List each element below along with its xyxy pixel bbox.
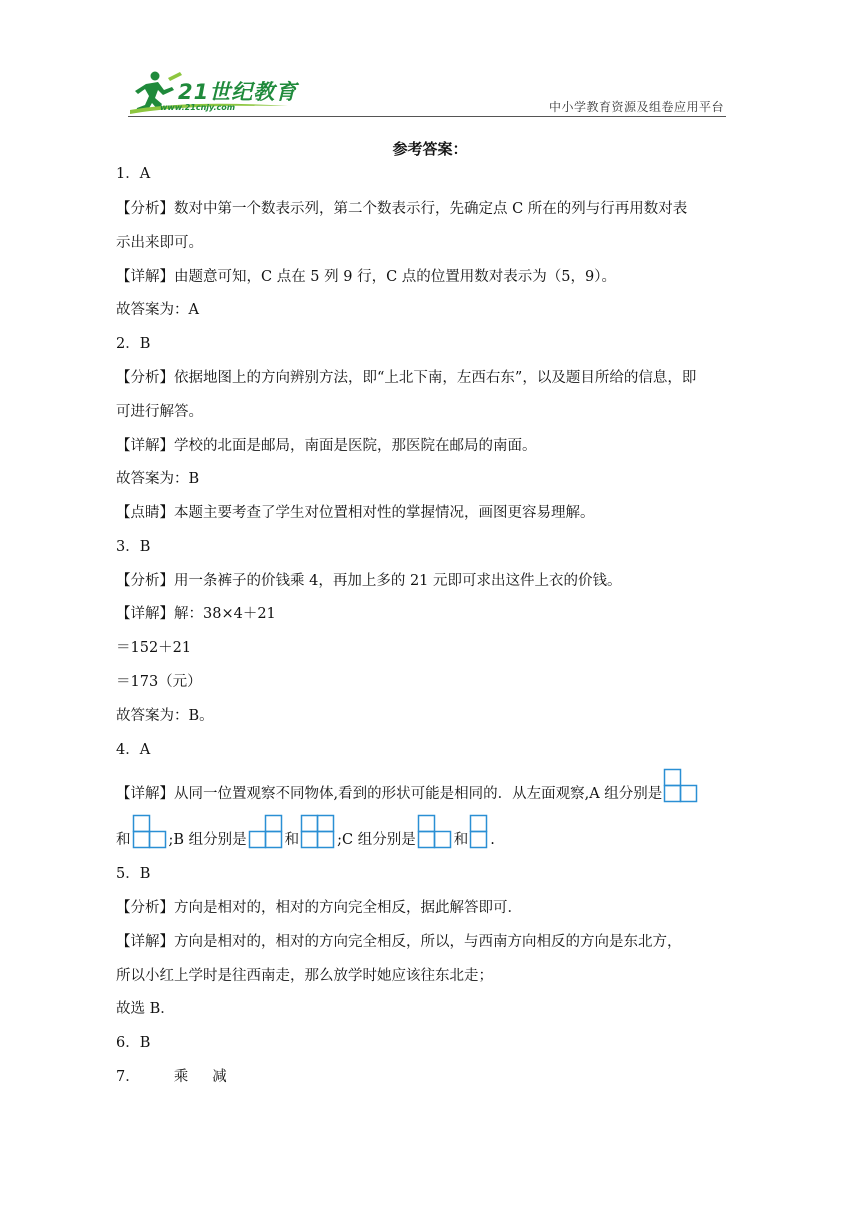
and-text-3: 和 (453, 832, 469, 848)
page-title: 参考答案： (392, 140, 468, 158)
conclusion-5: 故选 B． (116, 1001, 175, 1017)
answer-7-blank-2: 减 (212, 1069, 227, 1085)
logo-title: 21世纪教育 (178, 80, 298, 104)
end-period: . (490, 832, 495, 848)
detail-4-text: 【详解】从同一位置观察不同物体,看到的形状可能是相同的．从左面观察,A 组分别是 (116, 786, 663, 802)
answer-2: 2．B (116, 336, 151, 352)
detail-5-cont: 所以小红上学时是往西南走，那么放学时她应该往东北走； (116, 968, 493, 984)
conclusion-2: 故答案为：B (116, 471, 200, 487)
detail-5: 【详解】方向是相对的，相对的方向完全相反，所以，与西南方向相反的方向是东北方， (116, 934, 682, 950)
analysis-5: 【分析】方向是相对的，相对的方向完全相反，据此解答即可． (116, 900, 522, 916)
detail-3: 【详解】解：38×4＋21 (116, 606, 276, 622)
page-header (128, 70, 726, 118)
answer-7-blank-1: 乘 (173, 1069, 189, 1085)
analysis-2: 【分析】依据地图上的方向辨别方法，即“上北下南，左西右东”，以及题目所给的信息，即 (116, 370, 697, 386)
detail-4-line1 (116, 768, 700, 804)
shape-a1-figure (663, 768, 699, 804)
logo-url: www.21cnjy.com (160, 103, 236, 112)
answer-5: 5．B (116, 866, 151, 882)
shape-c2-figure (469, 814, 489, 850)
answer-1: 1．A (116, 166, 151, 182)
step-3-2: ＝173（元） (116, 674, 202, 690)
detail-1: 【详解】由题意可知，C 点在 5 列 9 行，C 点的位置用数对表示为（5，9）。 (116, 269, 616, 285)
detail-4-line2 (116, 814, 495, 850)
header-divider (128, 116, 726, 117)
answer-7-number: 7． (116, 1069, 140, 1085)
analysis-3: 【分析】用一条裤子的价钱乘 4，再加上多的 21 元即可求出这件上衣的价钱。 (116, 573, 622, 589)
shape-c1-figure (417, 814, 453, 850)
analysis-1: 【分析】数对中第一个数表示列，第二个数表示行，先确定点 C 所在的列与行再用数对表 (116, 201, 688, 217)
comment-2: 【点睛】本题主要考查了学生对位置相对性的掌握情况，画图更容易理解。 (116, 505, 595, 521)
answer-7 (116, 1067, 227, 1087)
and-text-1: 和 (116, 832, 131, 848)
answer-4: 4．A (116, 742, 151, 758)
answer-6: 6．B (116, 1035, 151, 1051)
detail-2: 【详解】学校的北面是邮局，南面是医院，那医院在邮局的南面。 (116, 438, 537, 454)
b-group-text: ;B 组分别是 (168, 832, 247, 848)
analysis-1-cont: 示出来即可。 (116, 235, 203, 251)
platform-name: 中小学教育资源及组卷应用平台 (548, 100, 724, 114)
shape-b2-figure (300, 814, 336, 850)
shape-a2-figure (132, 814, 168, 850)
c-group-text: ;C 组分别是 (337, 832, 416, 848)
conclusion-1: 故答案为：A (116, 302, 199, 318)
analysis-2-cont: 可进行解答。 (116, 404, 203, 420)
step-3-1: ＝152＋21 (116, 640, 192, 656)
shape-b1-figure (248, 814, 284, 850)
and-text-2: 和 (284, 832, 300, 848)
conclusion-3: 故答案为：B。 (116, 708, 214, 724)
answer-3: 3．B (116, 539, 151, 555)
